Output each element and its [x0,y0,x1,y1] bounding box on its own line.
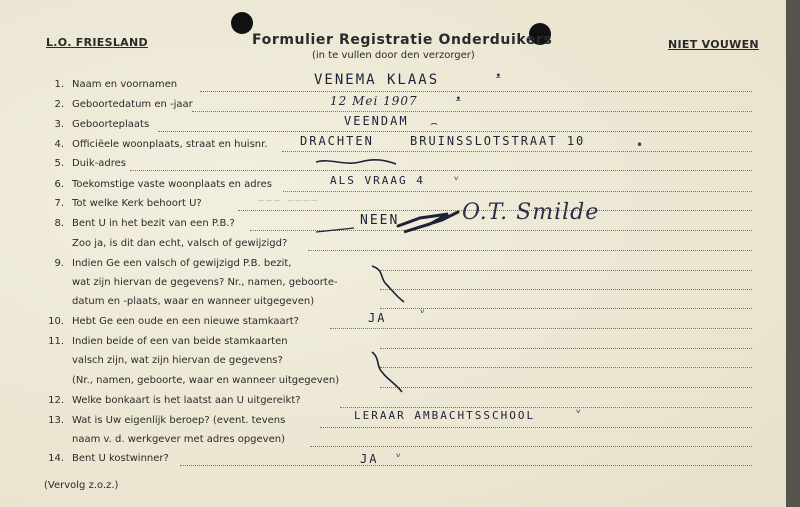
question-label: (Nr., namen, geboorte, waar en wanneer uitgegeven) [72,375,340,386]
form-title: Formulier Registratie Onderduikers [252,32,553,48]
question-number: 6. [54,179,64,190]
card-edge [786,0,800,507]
answer-profession: LERAAR AMBACHTSSCHOOL [354,409,536,422]
question-label: Geboorteplaats [72,119,150,130]
question-number: 12. [48,395,64,406]
brace-mark-9 [372,266,404,302]
question-label: Duik-adres [72,158,126,169]
check-mark: ⌢ [430,116,438,130]
question-number: 5. [54,158,64,169]
footer-note: (Vervolg z.o.z.) [44,480,119,491]
question-label: Indien beide of een van beide stamkaarten [72,336,288,347]
dash-mark [316,228,354,232]
question-label: Geboortedatum en -jaar [72,99,193,110]
check-mark: ᵛ [576,406,582,420]
form-subtitle: (in te vullen door den verzorger) [312,50,475,61]
signature: O.T. Smilde [462,200,600,225]
question-number: 11. [48,336,64,347]
question-number: 13. [48,415,64,426]
question-label: Welke bonkaart is het laatst aan U uitgereikt? [72,395,301,406]
squiggle-line [316,160,396,164]
check-mark: ᵜ [496,70,501,84]
question-number: 9. [54,258,64,269]
question-number: 7. [54,198,64,209]
answer-pb: NEEN [360,213,400,228]
question-number: 4. [54,139,64,150]
question-label: Toekomstige vaste woonplaats en adres [72,179,272,190]
answer-stamkaart: JA [368,311,387,325]
brace-mark-11 [372,352,402,392]
header-left-tag: L.O. FRIESLAND [46,36,148,49]
question-number: 8. [54,218,64,229]
answer-birthplace: VEENDAM [344,114,409,128]
check-mark: ᵜ [456,93,461,107]
question-label: Hebt Ge een oude en een nieuwe stamkaart? [72,316,299,327]
question-number: 2. [54,99,64,110]
answer-birthdate: 12 Mei 1907 [330,94,418,108]
question-number: 3. [54,119,64,130]
question-label: naam v. d. werkgever met adres opgeven) [72,434,285,445]
question-label: Bent U in het bezit van een P.B.? [72,218,235,229]
question-label: valsch zijn, wat zijn hiervan de gegevens? [72,355,283,366]
header-right-tag: NIET VOUWEN [668,38,759,51]
question-label: Indien Ge een valsch of gewijzigd P.B. bezit, [72,258,292,269]
question-label: Bent U kostwinner? [72,453,169,464]
question-number: 14. [48,453,64,464]
question-label: Zoo ja, is dit dan echt, valsch of gewijzigd? [72,238,288,249]
question-label: datum en -plaats, waar en wanneer uitgegeven) [72,296,315,307]
answer-residence-street: BRUINSSLOTSTRAAT 10 [410,134,586,148]
check-mark: ᵛ [396,450,402,464]
question-number: 10. [48,316,64,327]
question-number: 1. [54,79,64,90]
faint-stamp: ─── ──── [258,196,320,207]
answer-residence-town: DRACHTEN [300,134,374,148]
question-label: Naam en voornamen [72,79,178,90]
question-label: Officiëele woonplaats, straat en huisnr. [72,139,268,150]
answer-breadwinner: JA [360,452,379,466]
question-label: Tot welke Kerk behoort U? [72,198,202,209]
question-label: Wat is Uw eigenlijk beroep? (event. tevens [72,415,286,426]
check-mark: ᵛ [420,306,426,320]
answer-future-address: ALS VRAAG 4 [330,174,425,187]
check-mark: ᵛ [454,173,460,187]
scribble-mark [398,212,458,232]
answer-name: VENEMA KLAAS [314,72,440,88]
question-label: wat zijn hiervan de gegevens? Nr., namen, geboorte- [72,277,338,288]
check-mark: • [636,138,644,152]
